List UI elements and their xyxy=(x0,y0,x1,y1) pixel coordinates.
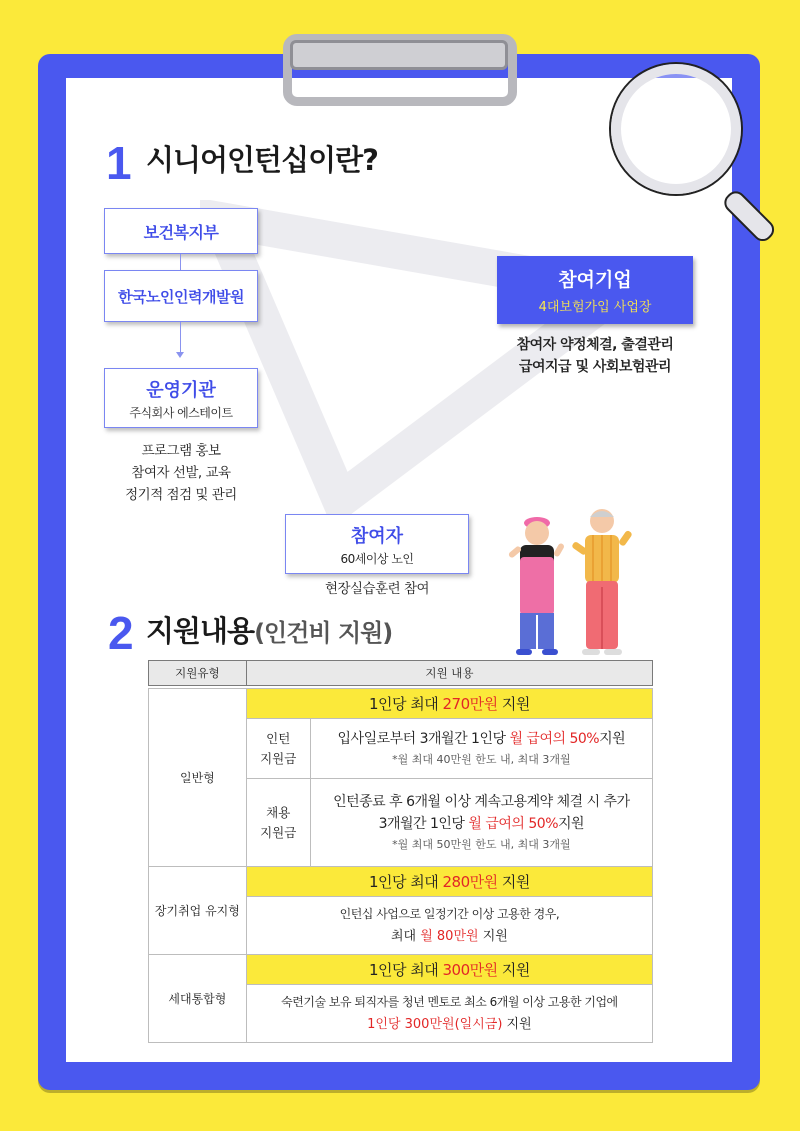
hire-content xyxy=(310,779,652,867)
company-desc-line: 급여지급 및 사회보험관리 xyxy=(518,359,671,375)
participant-box xyxy=(285,514,469,574)
highlight-amount: 300만원 xyxy=(442,961,498,979)
highlight-amount: 270만원 xyxy=(442,695,498,713)
magnifier-icon xyxy=(611,64,741,194)
table-row xyxy=(149,689,653,719)
longterm-line2 xyxy=(247,925,652,949)
longterm-line2-text: 지원 xyxy=(478,928,508,944)
generation-line2-red: 1인당 300만원(일시금) xyxy=(367,1016,503,1032)
hire-line1: 인턴종료 후 6개월 이상 계속고용계약 체결 시 추가 xyxy=(333,793,630,810)
section2-title-wrap xyxy=(146,614,393,648)
highlight-text: 지원 xyxy=(497,873,530,891)
operator-desc-line: 참여자 선발, 교육 xyxy=(131,465,231,481)
highlight-text: 지원 xyxy=(497,961,530,979)
highlight-longterm xyxy=(246,867,652,897)
participant-sub: 60세이상 노인 xyxy=(340,551,414,566)
hire-label xyxy=(246,779,310,867)
longterm-line2-text: 최대 xyxy=(390,928,421,944)
operator-desc-line: 정기적 점검 및 관리 xyxy=(125,487,237,503)
operator-sub: 주식회사 에스테이트 xyxy=(129,405,233,420)
type-general: 일반형 xyxy=(149,689,247,867)
participant-title: 참여자 xyxy=(350,525,404,547)
highlight-amount: 280만원 xyxy=(442,873,498,891)
section2-title: 지원내용 xyxy=(146,614,255,648)
highlight-general xyxy=(246,689,652,719)
operator-description xyxy=(90,440,272,506)
hire-line2-text: 3개월간 1인당 xyxy=(378,815,469,832)
intern-main-red: 월 급여의 50% xyxy=(509,730,600,747)
intern-main-text: 입사일로부터 3개월간 1인당 xyxy=(337,730,510,747)
seniors-illustration xyxy=(490,505,655,660)
section2-subtitle: (인건비 지원) xyxy=(254,619,393,647)
hire-label-line: 채용 xyxy=(266,804,291,820)
institute-box xyxy=(104,270,258,322)
hire-line2-red: 월 급여의 50% xyxy=(468,815,559,832)
operator-desc-line: 프로그램 홍보 xyxy=(141,443,221,459)
section1-number: 1 xyxy=(106,137,132,189)
intern-main xyxy=(311,728,652,750)
company-sub: 4대보험가입 사업장 xyxy=(538,300,652,315)
generation-line2-text: 지원 xyxy=(502,1016,532,1032)
highlight-generation xyxy=(246,955,652,985)
table-row xyxy=(149,867,653,897)
highlight-text: 1인당 최대 xyxy=(368,873,443,891)
longterm-line1: 인턴십 사업으로 일정기간 이상 고용한 경우, xyxy=(339,906,560,921)
longterm-line2-red: 월 80만원 xyxy=(420,928,479,944)
generation-line2 xyxy=(247,1013,652,1037)
hire-line2-text: 지원 xyxy=(558,815,585,832)
operator-box xyxy=(104,368,258,428)
support-table xyxy=(148,660,653,1043)
section2-number: 2 xyxy=(108,607,134,659)
hire-line2 xyxy=(311,813,652,835)
generation-content xyxy=(246,985,652,1043)
highlight-text: 지원 xyxy=(497,695,530,713)
clipboard-clip xyxy=(290,40,508,70)
table-row xyxy=(149,955,653,985)
connector-line xyxy=(180,254,181,270)
highlight-text: 1인당 최대 xyxy=(368,695,443,713)
section1-title: 시니어인턴십이란? xyxy=(146,143,378,177)
participant-description: 현장실습훈련 참여 xyxy=(324,581,430,597)
arrow-down-icon xyxy=(176,352,184,358)
connector-line xyxy=(180,322,181,354)
company-title: 참여기업 xyxy=(558,269,632,291)
table-header: 지원 내용 xyxy=(246,661,652,686)
longterm-content xyxy=(246,897,652,955)
type-generation: 세대통합형 xyxy=(149,955,247,1043)
highlight-text: 1인당 최대 xyxy=(368,961,443,979)
intern-note: *월 최대 40만원 한도 내, 최대 3개월 xyxy=(392,752,571,766)
hire-note: *월 최대 50만원 한도 내, 최대 3개월 xyxy=(392,837,571,851)
table-header: 지원유형 xyxy=(149,661,247,686)
intern-label-line: 지원금 xyxy=(260,750,297,766)
type-longterm: 장기취업 유지형 xyxy=(149,867,247,955)
hire-label-line: 지원금 xyxy=(260,824,297,840)
company-desc-line: 참여자 약정체결, 출결관리 xyxy=(516,337,674,353)
intern-label-line: 인턴 xyxy=(266,730,291,746)
intern-content xyxy=(310,719,652,779)
intern-label xyxy=(246,719,310,779)
table-header-row xyxy=(149,661,653,686)
generation-line1: 숙련기술 보유 퇴직자를 청년 멘토로 최소 6개월 이상 고용한 기업에 xyxy=(281,994,618,1009)
intern-main-text: 지원 xyxy=(599,730,626,747)
institute-label: 한국노인인력개발원 xyxy=(118,287,244,306)
ministry-label: 보건복지부 xyxy=(143,222,219,242)
operator-title: 운영기관 xyxy=(146,379,216,401)
ministry-box xyxy=(104,208,258,254)
company-description xyxy=(490,334,700,378)
company-box xyxy=(497,256,693,324)
